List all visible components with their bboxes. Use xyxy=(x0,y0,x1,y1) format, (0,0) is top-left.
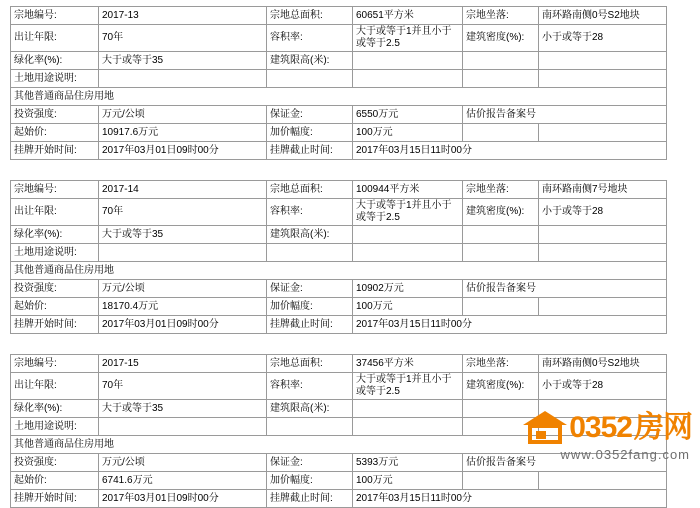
value-listing-start-time: 2017年03月01日09时00分 xyxy=(99,490,267,508)
label-parcel-no: 宗地编号: xyxy=(11,181,99,199)
value-deposit: 10902万元 xyxy=(353,280,463,298)
value-building-density: 小于或等于28 xyxy=(539,25,667,52)
table-row xyxy=(11,7,667,25)
value-green-rate: 大于或等于35 xyxy=(99,400,267,418)
value-height-limit xyxy=(353,400,463,418)
value-height-limit xyxy=(353,52,463,70)
value-plot-ratio: 大于或等于1并且小于或等于2.5 xyxy=(353,199,463,226)
empty-cell xyxy=(463,226,539,244)
label-plot-ratio: 容积率: xyxy=(267,199,353,226)
label-listing-end-time: 挂牌截止时间: xyxy=(267,316,353,334)
logo-lockup xyxy=(496,411,692,445)
table-row xyxy=(11,373,667,400)
label-investment-intensity: 投资强度: xyxy=(11,106,99,124)
value-building-density: 小于或等于28 xyxy=(539,199,667,226)
value-green-rate: 大于或等于35 xyxy=(99,226,267,244)
value-parcel-no: 2017-14 xyxy=(99,181,267,199)
label-location: 宗地坐落: xyxy=(463,181,539,199)
label-listing-start-time: 挂牌开始时间: xyxy=(11,490,99,508)
label-investment-intensity: 投资强度: xyxy=(11,454,99,472)
value-listing-end-time: 2017年03月15日11时00分 xyxy=(353,490,667,508)
label-start-price: 起始价: xyxy=(11,472,99,490)
value-plot-ratio: 大于或等于1并且小于或等于2.5 xyxy=(353,25,463,52)
value-listing-start-time: 2017年03月01日09时00分 xyxy=(99,316,267,334)
label-total-area: 宗地总面积: xyxy=(267,355,353,373)
label-investment-intensity: 投资强度: xyxy=(11,280,99,298)
value-land-term: 70年 xyxy=(99,199,267,226)
label-valuation-record: 估价报告备案号 xyxy=(463,454,667,472)
value-investment-intensity: 万元/公顷 xyxy=(99,106,267,124)
label-valuation-record: 估价报告备案号 xyxy=(463,106,667,124)
label-deposit: 保证金: xyxy=(267,454,353,472)
label-increment: 加价幅度: xyxy=(267,472,353,490)
value-listing-end-time: 2017年03月15日11时00分 xyxy=(353,316,667,334)
label-height-limit: 建筑限高(米): xyxy=(267,400,353,418)
label-parcel-no: 宗地编号: xyxy=(11,7,99,25)
label-increment: 加价幅度: xyxy=(267,298,353,316)
empty-cell xyxy=(267,244,353,262)
value-green-rate: 大于或等于35 xyxy=(99,52,267,70)
label-height-limit: 建筑限高(米): xyxy=(267,226,353,244)
table-row xyxy=(11,142,667,160)
label-location: 宗地坐落: xyxy=(463,7,539,25)
value-deposit: 6550万元 xyxy=(353,106,463,124)
value-location: 南环路南侧0号S2地块 xyxy=(539,355,667,373)
label-start-price: 起始价: xyxy=(11,124,99,142)
value-total-area: 60651平方米 xyxy=(353,7,463,25)
value-parcel-no: 2017-15 xyxy=(99,355,267,373)
label-building-density: 建筑密度(%): xyxy=(463,25,539,52)
empty-cell xyxy=(463,52,539,70)
table-row xyxy=(11,472,667,490)
empty-cell xyxy=(267,70,353,88)
table-row xyxy=(11,316,667,334)
label-total-area: 宗地总面积: xyxy=(267,7,353,25)
value-increment: 100万元 xyxy=(353,472,463,490)
table-row xyxy=(11,52,667,70)
table-row xyxy=(11,25,667,52)
value-start-price: 18170.4万元 xyxy=(99,298,267,316)
value-land-use-detail: 其他普通商品住房用地 xyxy=(11,436,667,454)
value-total-area: 100944平方米 xyxy=(353,181,463,199)
empty-cell xyxy=(353,70,463,88)
house-icon xyxy=(523,411,567,445)
value-building-density: 小于或等于28 xyxy=(539,373,667,400)
table-row xyxy=(11,181,667,199)
label-green-rate: 绿化率(%): xyxy=(11,52,99,70)
empty-cell xyxy=(99,244,267,262)
label-location: 宗地坐落: xyxy=(463,355,539,373)
label-listing-start-time: 挂牌开始时间: xyxy=(11,142,99,160)
empty-cell xyxy=(463,244,539,262)
brand-number: 0352 xyxy=(569,411,632,444)
label-land-use: 土地用途说明: xyxy=(11,70,99,88)
brand-name: 房网 xyxy=(634,411,692,444)
value-land-term: 70年 xyxy=(99,25,267,52)
value-parcel-no: 2017-13 xyxy=(99,7,267,25)
table-row xyxy=(11,280,667,298)
value-land-term: 70年 xyxy=(99,373,267,400)
label-valuation-record: 估价报告备案号 xyxy=(463,280,667,298)
label-plot-ratio: 容积率: xyxy=(267,25,353,52)
empty-cell xyxy=(353,244,463,262)
parcel-table-2 xyxy=(10,180,667,334)
value-plot-ratio: 大于或等于1并且小于或等于2.5 xyxy=(353,373,463,400)
empty-cell xyxy=(99,70,267,88)
empty-cell xyxy=(539,124,667,142)
value-land-use-detail: 其他普通商品住房用地 xyxy=(11,262,667,280)
value-start-price: 10917.6万元 xyxy=(99,124,267,142)
value-land-use-detail: 其他普通商品住房用地 xyxy=(11,88,667,106)
value-total-area: 37456平方米 xyxy=(353,355,463,373)
empty-cell xyxy=(463,298,539,316)
table-row xyxy=(11,106,667,124)
label-land-term: 出让年限: xyxy=(11,25,99,52)
value-increment: 100万元 xyxy=(353,124,463,142)
label-green-rate: 绿化率(%): xyxy=(11,226,99,244)
value-listing-start-time: 2017年03月01日09时00分 xyxy=(99,142,267,160)
table-row xyxy=(11,88,667,106)
empty-cell xyxy=(267,418,353,436)
label-plot-ratio: 容积率: xyxy=(267,373,353,400)
empty-cell xyxy=(539,472,667,490)
empty-cell xyxy=(539,52,667,70)
label-land-term: 出让年限: xyxy=(11,199,99,226)
value-investment-intensity: 万元/公顷 xyxy=(99,280,267,298)
empty-cell xyxy=(463,472,539,490)
table-row xyxy=(11,262,667,280)
table-row xyxy=(11,490,667,508)
label-building-density: 建筑密度(%): xyxy=(463,373,539,400)
label-increment: 加价幅度: xyxy=(267,124,353,142)
site-watermark xyxy=(496,411,692,473)
table-row xyxy=(11,244,667,262)
empty-cell xyxy=(463,124,539,142)
label-deposit: 保证金: xyxy=(267,106,353,124)
label-green-rate: 绿化率(%): xyxy=(11,400,99,418)
label-total-area: 宗地总面积: xyxy=(267,181,353,199)
label-land-use: 土地用途说明: xyxy=(11,244,99,262)
empty-cell xyxy=(463,70,539,88)
table-row xyxy=(11,298,667,316)
value-deposit: 5393万元 xyxy=(353,454,463,472)
label-listing-start-time: 挂牌开始时间: xyxy=(11,316,99,334)
label-deposit: 保证金: xyxy=(267,280,353,298)
value-location: 南环路南侧0号S2地块 xyxy=(539,7,667,25)
value-height-limit xyxy=(353,226,463,244)
parcel-table-1 xyxy=(10,6,667,160)
label-start-price: 起始价: xyxy=(11,298,99,316)
label-height-limit: 建筑限高(米): xyxy=(267,52,353,70)
label-listing-end-time: 挂牌截止时间: xyxy=(267,490,353,508)
value-start-price: 6741.6万元 xyxy=(99,472,267,490)
table-row xyxy=(11,199,667,226)
value-investment-intensity: 万元/公顷 xyxy=(99,454,267,472)
empty-cell xyxy=(539,298,667,316)
label-listing-end-time: 挂牌截止时间: xyxy=(267,142,353,160)
table-row xyxy=(11,226,667,244)
empty-cell xyxy=(99,418,267,436)
table-row xyxy=(11,355,667,373)
empty-cell xyxy=(539,226,667,244)
value-location: 南环路南侧7号地块 xyxy=(539,181,667,199)
document-page xyxy=(0,6,700,504)
label-building-density: 建筑密度(%): xyxy=(463,199,539,226)
label-land-term: 出让年限: xyxy=(11,373,99,400)
value-listing-end-time: 2017年03月15日11时00分 xyxy=(353,142,667,160)
empty-cell xyxy=(539,70,667,88)
brand-url: www.0352fang.com xyxy=(560,447,690,462)
empty-cell xyxy=(539,244,667,262)
table-row xyxy=(11,70,667,88)
label-land-use: 土地用途说明: xyxy=(11,418,99,436)
table-row xyxy=(11,124,667,142)
empty-cell xyxy=(353,418,463,436)
label-parcel-no: 宗地编号: xyxy=(11,355,99,373)
value-increment: 100万元 xyxy=(353,298,463,316)
